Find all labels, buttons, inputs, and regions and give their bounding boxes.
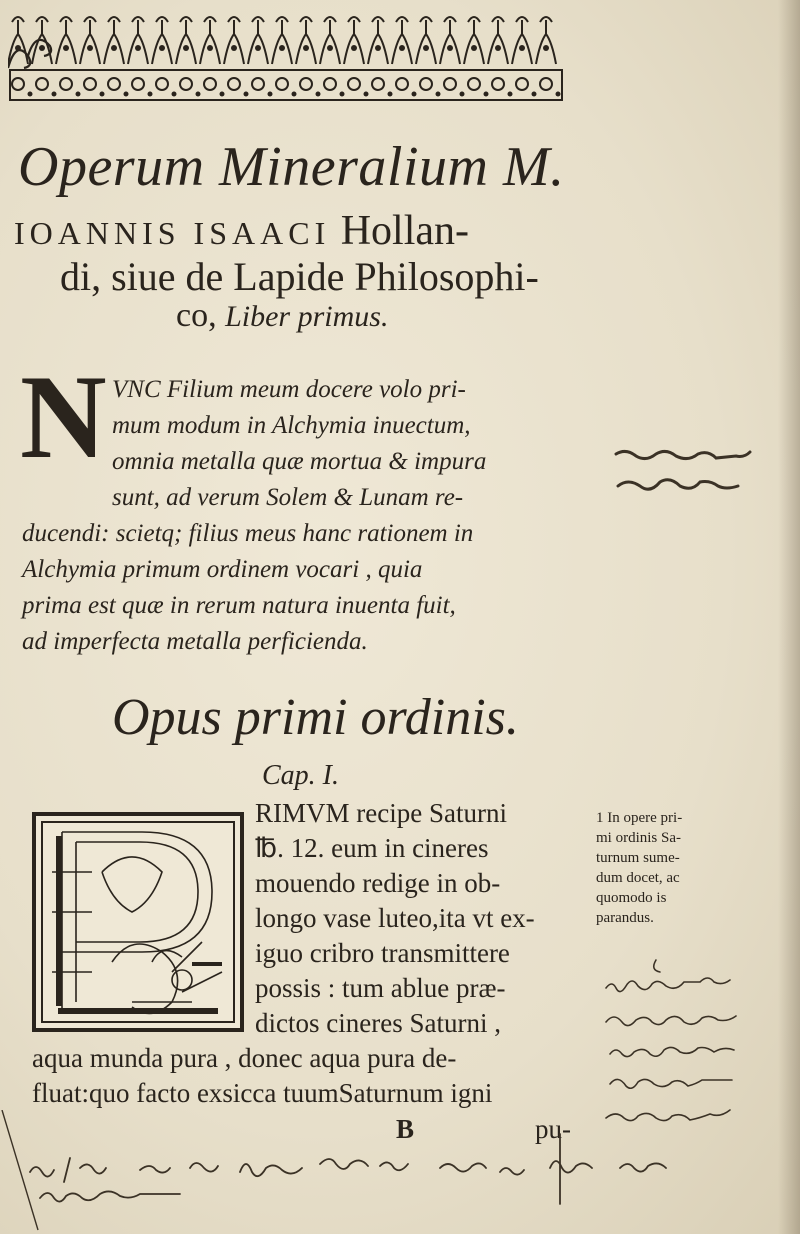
book-line-italic: Liber primus. bbox=[225, 300, 389, 333]
author-name-smallcaps: IOANNIS ISAACI bbox=[14, 215, 331, 251]
intro-line: ad imperfecta metalla perficienda. bbox=[22, 628, 368, 655]
body-line: mouendo redige in ob- bbox=[255, 868, 501, 898]
intro-line: ducendi: scietq; filius meus hanc rationem in bbox=[22, 520, 474, 547]
margin-note-line: dum docet, ac bbox=[596, 870, 680, 886]
manuscript-scribble-bottom bbox=[20, 1128, 740, 1208]
page-title: Operum Mineralium M. bbox=[18, 136, 565, 198]
body-line: dictos cineres Saturni , bbox=[255, 1008, 501, 1038]
drop-cap-n: N bbox=[20, 350, 107, 483]
intro-line: mum modum in Alchymia inuectum, bbox=[112, 412, 471, 439]
margin-note-line: parandus. bbox=[596, 910, 654, 926]
body-line: ℔. 12. eum in cineres bbox=[255, 833, 489, 863]
author-name-rest: Hollan- bbox=[340, 208, 470, 254]
book-line-roman: co, bbox=[176, 297, 217, 334]
signature-mark: B bbox=[396, 1114, 415, 1144]
body-line: possis : tum ablue præ- bbox=[255, 973, 506, 1003]
body-line: longo vase luteo,ita vt ex- bbox=[255, 903, 535, 933]
intro-line: prima est quæ in rerum natura inuenta fuit, bbox=[22, 592, 456, 619]
intro-line: omnia metalla quæ mortua & impura bbox=[112, 448, 487, 475]
intro-line: VNC Filium meum docere volo pri- bbox=[112, 376, 466, 403]
intro-line: sunt, ad verum Solem & Lunam re- bbox=[112, 484, 464, 511]
body-line: RIMVM recipe Saturni bbox=[255, 798, 507, 828]
body-line: iguo cribro transmittere bbox=[255, 938, 510, 968]
section-title: Opus primi ordinis. bbox=[112, 689, 519, 746]
margin-note-line: mi ordinis Sa- bbox=[596, 830, 681, 846]
margin-note-line: quomodo is bbox=[596, 890, 667, 906]
subtitle-line: di, siue de Lapide Philosophi- bbox=[60, 254, 539, 299]
binding-edge-mark bbox=[0, 1110, 40, 1234]
catchword: pu- bbox=[535, 1114, 571, 1144]
chapter-label: Cap. I. bbox=[262, 760, 339, 791]
margin-note-line: turnum sume- bbox=[596, 850, 680, 866]
body-line: fluat:quo facto exsicca tuumSaturnum igni bbox=[32, 1078, 493, 1108]
margin-note-line: 1 In opere pri- bbox=[596, 810, 683, 826]
intro-line: Alchymia primum ordinem vocari , quia bbox=[22, 556, 423, 583]
manuscript-scribble-top bbox=[610, 440, 770, 510]
margin-note bbox=[596, 808, 746, 928]
body-line: aqua munda pura , donec aqua pura de- bbox=[32, 1043, 457, 1073]
manuscript-scribble-margin bbox=[596, 950, 796, 1150]
